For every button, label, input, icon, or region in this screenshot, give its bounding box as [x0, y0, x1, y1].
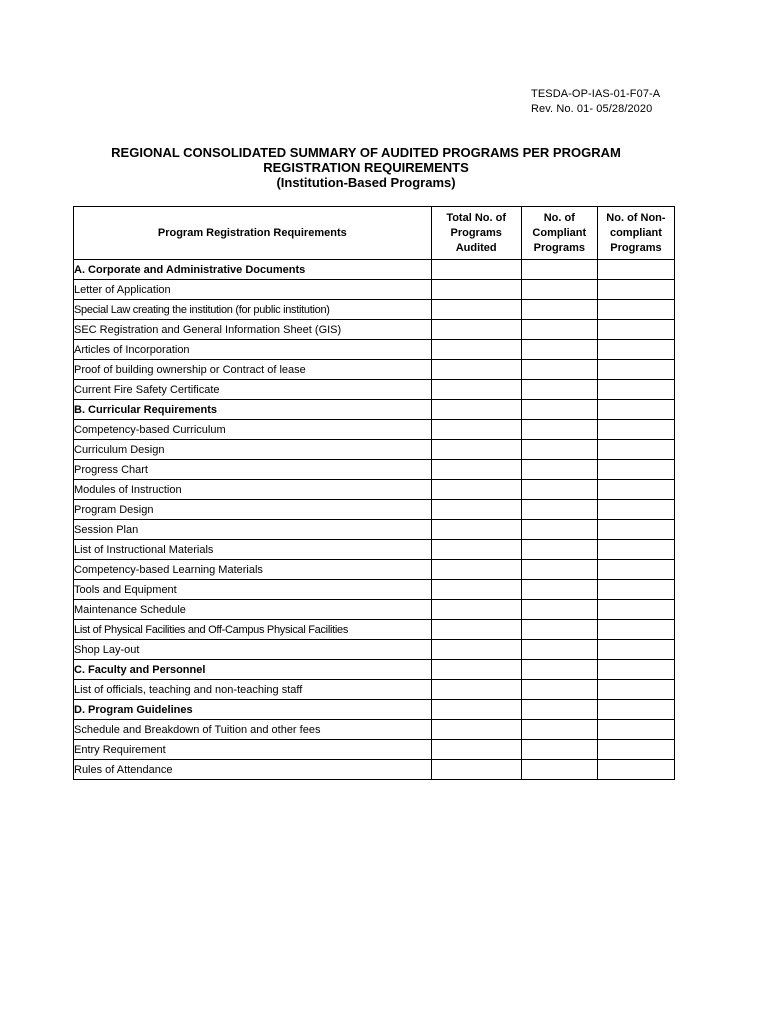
requirement-row	[74, 520, 675, 540]
requirement-label: Shop Lay-out	[74, 640, 432, 660]
compliant-cell[interactable]	[521, 360, 597, 380]
section-label: D. Program Guidelines	[74, 700, 432, 720]
header-total-line: Audited	[455, 241, 497, 254]
noncompliant-cell[interactable]	[597, 420, 674, 440]
requirement-label: Schedule and Breakdown of Tuition and other fees	[74, 720, 432, 740]
total-audited-cell[interactable]	[431, 260, 521, 280]
requirement-label: List of officials, teaching and non-teaching staff	[74, 680, 432, 700]
section-label: C. Faculty and Personnel	[74, 660, 432, 680]
total-audited-cell[interactable]	[431, 440, 521, 460]
requirement-label: Session Plan	[74, 520, 432, 540]
document-code: TESDA-OP-IAS-01-F07-A	[531, 88, 661, 100]
requirement-row	[74, 500, 675, 520]
section-header-row	[74, 260, 675, 280]
header-compliant-line: Compliant	[532, 226, 587, 239]
total-audited-cell[interactable]	[431, 760, 521, 780]
noncompliant-cell[interactable]	[597, 580, 674, 600]
requirement-row	[74, 620, 675, 640]
requirement-row	[74, 580, 675, 600]
requirement-label: Tools and Equipment	[74, 580, 432, 600]
compliant-cell[interactable]	[521, 380, 597, 400]
header-requirement	[74, 207, 432, 260]
compliant-cell[interactable]	[521, 740, 597, 760]
total-audited-cell[interactable]	[431, 740, 521, 760]
noncompliant-cell[interactable]	[597, 300, 674, 320]
noncompliant-cell[interactable]	[597, 600, 674, 620]
compliant-cell[interactable]	[521, 320, 597, 340]
compliant-cell[interactable]	[521, 640, 597, 660]
section-header-row	[74, 700, 675, 720]
requirement-row	[74, 440, 675, 460]
noncompliant-cell[interactable]	[597, 380, 674, 400]
noncompliant-cell[interactable]	[597, 280, 674, 300]
title-line-3: (Institution-Based Programs)	[276, 175, 456, 190]
noncompliant-cell[interactable]	[597, 340, 674, 360]
requirement-label: Competency-based Learning Materials	[74, 560, 432, 580]
noncompliant-cell[interactable]	[597, 400, 674, 420]
requirement-row	[74, 380, 675, 400]
total-audited-cell[interactable]	[431, 680, 521, 700]
requirement-label: List of Instructional Materials	[74, 540, 432, 560]
section-header-row	[74, 400, 675, 420]
requirement-row	[74, 340, 675, 360]
requirement-label: Competency-based Curriculum	[74, 420, 432, 440]
total-audited-cell[interactable]	[431, 320, 521, 340]
compliant-cell[interactable]	[521, 400, 597, 420]
compliant-cell[interactable]	[521, 260, 597, 280]
header-total-audited	[431, 207, 521, 260]
compliant-cell[interactable]	[521, 540, 597, 560]
requirement-row	[74, 600, 675, 620]
requirement-label: Articles of Incorporation	[74, 340, 432, 360]
requirement-label: Program Design	[74, 500, 432, 520]
total-audited-cell[interactable]	[431, 640, 521, 660]
header-noncompliant-line: Programs	[610, 241, 662, 254]
compliant-cell[interactable]	[521, 340, 597, 360]
noncompliant-cell[interactable]	[597, 720, 674, 740]
compliant-cell[interactable]	[521, 580, 597, 600]
compliant-cell[interactable]	[521, 500, 597, 520]
requirement-label: Rules of Attendance	[74, 760, 432, 780]
table-header-row	[74, 207, 675, 260]
total-audited-cell[interactable]	[431, 500, 521, 520]
requirement-row	[74, 480, 675, 500]
compliant-cell[interactable]	[521, 760, 597, 780]
requirement-row	[74, 320, 675, 340]
header-total-line: Total No. of	[446, 211, 506, 224]
requirements-body	[74, 260, 675, 780]
title-line-1: REGIONAL CONSOLIDATED SUMMARY OF AUDITED PROGRAMS PER PROGRAM	[111, 145, 621, 160]
document-reference	[531, 87, 660, 117]
noncompliant-cell[interactable]	[597, 640, 674, 660]
noncompliant-cell[interactable]	[597, 440, 674, 460]
total-audited-cell[interactable]	[431, 340, 521, 360]
total-audited-cell[interactable]	[431, 420, 521, 440]
total-audited-cell[interactable]	[431, 460, 521, 480]
requirement-row	[74, 680, 675, 700]
requirement-row	[74, 640, 675, 660]
requirement-label: Curriculum Design	[74, 440, 432, 460]
compliant-cell[interactable]	[521, 720, 597, 740]
requirement-label: Special Law creating the institution (for public institution)	[74, 300, 432, 320]
compliant-cell[interactable]	[521, 680, 597, 700]
total-audited-cell[interactable]	[431, 720, 521, 740]
section-label: B. Curricular Requirements	[74, 400, 432, 420]
compliant-cell[interactable]	[521, 480, 597, 500]
header-requirement-label: Program Registration Requirements	[157, 226, 347, 239]
compliant-cell[interactable]	[521, 620, 597, 640]
title-line-2: REGISTRATION REQUIREMENTS	[263, 160, 469, 175]
requirement-row	[74, 360, 675, 380]
noncompliant-cell[interactable]	[597, 520, 674, 540]
compliant-cell[interactable]	[521, 660, 597, 680]
noncompliant-cell[interactable]	[597, 460, 674, 480]
requirement-row	[74, 280, 675, 300]
requirement-row	[74, 460, 675, 480]
compliant-cell[interactable]	[521, 520, 597, 540]
total-audited-cell[interactable]	[431, 620, 521, 640]
total-audited-cell[interactable]	[431, 540, 521, 560]
requirement-label: Progress Chart	[74, 460, 432, 480]
requirement-row	[74, 540, 675, 560]
header-compliant-line: Programs	[533, 241, 585, 254]
compliant-cell[interactable]	[521, 700, 597, 720]
requirement-row	[74, 420, 675, 440]
total-audited-cell[interactable]	[431, 600, 521, 620]
requirements-table	[73, 206, 675, 780]
total-audited-cell[interactable]	[431, 380, 521, 400]
compliant-cell[interactable]	[521, 460, 597, 480]
compliant-cell[interactable]	[521, 600, 597, 620]
header-total-line: Programs	[450, 226, 502, 239]
requirement-row	[74, 560, 675, 580]
total-audited-cell[interactable]	[431, 360, 521, 380]
requirement-label: List of Physical Facilities and Off-Campus Physical Facilities	[74, 620, 432, 640]
noncompliant-cell[interactable]	[597, 480, 674, 500]
requirement-row	[74, 300, 675, 320]
header-noncompliant-line: compliant	[609, 226, 662, 239]
requirement-label: Current Fire Safety Certificate	[74, 380, 432, 400]
compliant-cell[interactable]	[521, 560, 597, 580]
header-compliant	[521, 207, 597, 260]
compliant-cell[interactable]	[521, 440, 597, 460]
compliant-cell[interactable]	[521, 300, 597, 320]
noncompliant-cell[interactable]	[597, 660, 674, 680]
requirement-row	[74, 720, 675, 740]
total-audited-cell[interactable]	[431, 520, 521, 540]
noncompliant-cell[interactable]	[597, 260, 674, 280]
total-audited-cell[interactable]	[431, 400, 521, 420]
noncompliant-cell[interactable]	[597, 740, 674, 760]
total-audited-cell[interactable]	[431, 480, 521, 500]
noncompliant-cell[interactable]	[597, 700, 674, 720]
total-audited-cell[interactable]	[431, 660, 521, 680]
requirement-label: Letter of Application	[74, 280, 432, 300]
requirement-row	[74, 740, 675, 760]
requirement-label: Modules of Instruction	[74, 480, 432, 500]
requirement-label: Proof of building ownership or Contract of lease	[74, 360, 432, 380]
requirement-row	[74, 760, 675, 780]
total-audited-cell[interactable]	[431, 300, 521, 320]
document-title	[0, 145, 732, 190]
requirement-label: SEC Registration and General Information Sheet (GIS)	[74, 320, 432, 340]
requirement-label: Maintenance Schedule	[74, 600, 432, 620]
total-audited-cell[interactable]	[431, 580, 521, 600]
compliant-cell[interactable]	[521, 420, 597, 440]
compliant-cell[interactable]	[521, 280, 597, 300]
revision-number: Rev. No. 01- 05/28/2020	[531, 103, 653, 115]
noncompliant-cell[interactable]	[597, 360, 674, 380]
noncompliant-cell[interactable]	[597, 320, 674, 340]
noncompliant-cell[interactable]	[597, 540, 674, 560]
noncompliant-cell[interactable]	[597, 560, 674, 580]
total-audited-cell[interactable]	[431, 700, 521, 720]
header-compliant-line: No. of	[543, 211, 575, 224]
noncompliant-cell[interactable]	[597, 500, 674, 520]
total-audited-cell[interactable]	[431, 280, 521, 300]
header-noncompliant	[597, 207, 674, 260]
section-header-row	[74, 660, 675, 680]
noncompliant-cell[interactable]	[597, 620, 674, 640]
noncompliant-cell[interactable]	[597, 680, 674, 700]
noncompliant-cell[interactable]	[597, 760, 674, 780]
header-noncompliant-line: No. of Non-	[606, 211, 666, 224]
section-label: A. Corporate and Administrative Documents	[74, 260, 432, 280]
requirement-label: Entry Requirement	[74, 740, 432, 760]
total-audited-cell[interactable]	[431, 560, 521, 580]
